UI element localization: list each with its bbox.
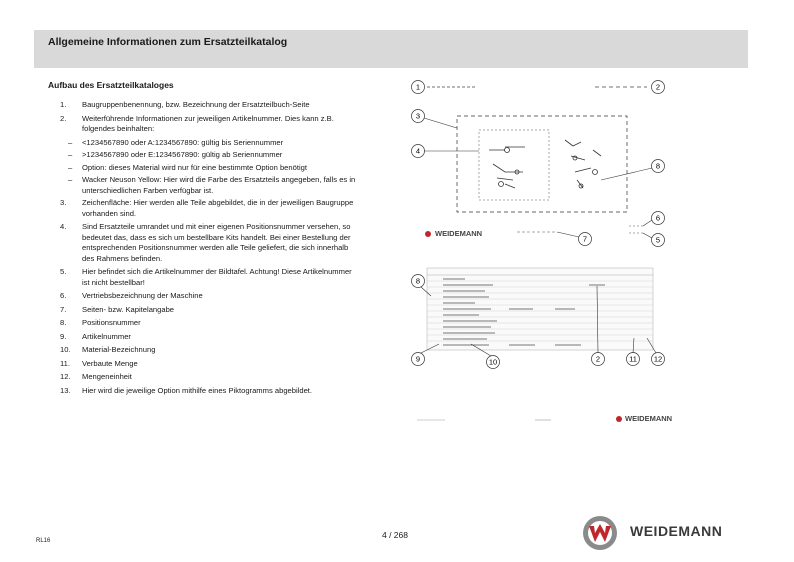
- callout-2: [652, 81, 665, 94]
- list-item-number: 3.: [60, 198, 67, 207]
- list-item-text: Seiten- bzw. Kapitelangabe: [82, 304, 175, 314]
- list-item-text: Hier befindet sich die Artikelnummer der Bildtafel. Achtung! Diese Artikelnummer ist nicht bestellbar!: [82, 267, 352, 287]
- list-item: [60, 359, 360, 370]
- list-item-number: 6.: [60, 291, 67, 300]
- list-item-text: Zeichenfläche: Hier werden alle Teile abgebildet, die in der jeweiligen Baugruppe vorhanden sind.: [82, 198, 354, 218]
- brand-name: WEIDEMANN: [630, 523, 723, 539]
- list-item-text: Weiterführende Informationen zur jeweiligen Artikelnummer. Dies kann z.B. folgendes beinhalten:: [82, 113, 334, 133]
- list-item: [60, 163, 360, 174]
- list-item: [60, 100, 360, 111]
- catalog-page-diagram: [405, 76, 675, 452]
- svg-text:6: 6: [655, 213, 661, 223]
- callout-12: [647, 338, 665, 366]
- callout-7: [557, 232, 592, 246]
- list-item-number: 4.: [60, 222, 67, 231]
- list-item: [60, 291, 360, 302]
- list-item-text: Option: dieses Material wird nur für eine bestimmte Option benötigt: [82, 162, 307, 172]
- list-item-text: Vertriebsbezeichnung der Maschine: [82, 291, 203, 300]
- callout-5: [643, 233, 665, 247]
- list-item: [60, 222, 360, 264]
- numbered-list: [60, 100, 360, 399]
- parts-table-sketch: [427, 268, 653, 350]
- list-item-number: 5.: [60, 267, 67, 276]
- list-item: [60, 318, 360, 329]
- list-item-number: –: [68, 162, 73, 172]
- list-item: [60, 305, 360, 316]
- svg-text:WEIDEMANN: WEIDEMANN: [625, 414, 673, 423]
- list-item-text: Baugruppenbenennung, bzw. Bezeichnung der Ersatzteilbuch-Seite: [82, 100, 310, 109]
- list-item: [60, 114, 360, 135]
- callout-8-top: [601, 160, 665, 181]
- svg-text:7: 7: [582, 234, 588, 244]
- svg-text:3: 3: [415, 111, 421, 121]
- list-item-text: <1234567890 oder A:1234567890: gültig bis Seriennummer: [82, 137, 284, 147]
- callout-4: [412, 145, 480, 158]
- list-item-text: Artikelnummer: [82, 331, 131, 341]
- list-item: [60, 332, 360, 343]
- callout-6: [643, 212, 665, 227]
- svg-text:11: 11: [629, 354, 637, 364]
- svg-text:4: 4: [415, 146, 421, 156]
- list-item-number: 9.: [60, 331, 67, 341]
- list-item-text: Wacker Neuson Yellow: Hier wird die Farbe des Ersatzteils angegeben, falls es in unterschiedlichen Farben verfügbar ist.: [82, 175, 356, 195]
- list-item-number: 12.: [60, 372, 71, 381]
- list-item-text: Hier wird die jeweilige Option mithilfe eines Piktogramms abgebildet.: [82, 385, 313, 395]
- svg-text:1: 1: [415, 82, 421, 92]
- list-item: [60, 175, 360, 196]
- svg-text:12: 12: [653, 354, 663, 364]
- svg-text:8: 8: [655, 161, 661, 171]
- list-item-number: 1.: [60, 100, 67, 109]
- svg-text:10: 10: [488, 357, 498, 367]
- page-number: 4 / 268: [382, 530, 408, 540]
- svg-text:WEIDEMANN: WEIDEMANN: [435, 229, 483, 238]
- list-item: [60, 386, 360, 397]
- parts-sketch: [489, 140, 601, 188]
- list-item-number: 13.: [60, 385, 71, 395]
- list-item-number: 10.: [60, 345, 71, 354]
- list-item-number: 7.: [60, 304, 67, 314]
- footer-code: RL16: [36, 538, 51, 544]
- svg-text:8: 8: [415, 276, 421, 286]
- page-title: Allgemeine Informationen zum Ersatzteilkatalog: [48, 36, 288, 48]
- section-title: Aufbau des Ersatzteilkataloges: [48, 80, 174, 90]
- list-item-text: >1234567890 oder E:1234567890: gültig ab Seriennummer: [82, 150, 283, 159]
- list-item: [60, 150, 360, 161]
- svg-text:9: 9: [415, 354, 421, 364]
- list-item-number: 11.: [60, 358, 70, 368]
- list-item-text: Positionsnummer: [82, 318, 141, 327]
- list-item-number: –: [68, 150, 73, 159]
- list-item: [60, 345, 360, 356]
- list-item: [60, 372, 360, 383]
- list-item-text: Verbaute Menge: [82, 358, 138, 368]
- list-item-number: –: [68, 137, 73, 147]
- list-item-number: 2.: [60, 113, 67, 123]
- list-item: [60, 138, 360, 149]
- list-item-number: –: [68, 175, 73, 184]
- list-item-text: Sind Ersatzteile umrandet und mit einer eigenen Positionsnummer versehen, so bedeutet das, dass es sich um bestellbare Kits handelt. Bei einer Bestellung der entsprechenden Positionsnummer werden alle Teile geliefert, die sich innerhalb des Rahmens befinden.: [82, 222, 351, 263]
- list-item-text: Mengeneinheit: [82, 372, 132, 381]
- svg-text:2: 2: [655, 82, 661, 92]
- svg-text:2: 2: [595, 354, 601, 364]
- callout-1: [412, 81, 425, 94]
- list-item-number: 8.: [60, 318, 67, 327]
- header-band: [34, 30, 748, 68]
- list-item: [60, 198, 360, 219]
- list-item: [60, 267, 360, 288]
- weidemann-logo-icon: [578, 515, 622, 551]
- callout-3: [412, 110, 458, 129]
- svg-text:5: 5: [655, 235, 661, 245]
- mini-logo: [425, 229, 482, 238]
- list-item-text: Material-Bezeichnung: [82, 345, 156, 354]
